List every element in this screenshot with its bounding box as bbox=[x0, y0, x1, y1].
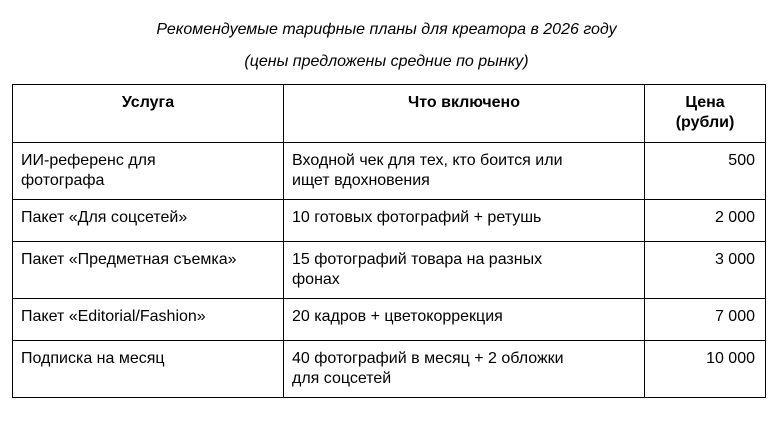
cell-service: Пакет «Для соцсетей» bbox=[13, 200, 284, 242]
table-row bbox=[13, 341, 766, 398]
cell-price: 3 000 bbox=[645, 242, 766, 299]
table-row bbox=[13, 299, 766, 341]
header-price bbox=[645, 85, 766, 143]
cell-included: 40 фотографий в месяц + 2 обложки для соцсетей bbox=[284, 341, 645, 398]
cell-service: Пакет «Предметная съемка» bbox=[13, 242, 284, 299]
cell-service: Пакет «Editorial/Fashion» bbox=[13, 299, 284, 341]
header-service: Услуга bbox=[13, 85, 284, 143]
pricing-table bbox=[12, 84, 766, 398]
header-included: Что включено bbox=[284, 85, 645, 143]
document-title: Рекомендуемые тарифные планы для креатора в 2026 году bbox=[156, 21, 617, 38]
cell-price: 500 bbox=[645, 143, 766, 200]
table-row bbox=[13, 242, 766, 299]
cell-price: 2 000 bbox=[645, 200, 766, 242]
table-row bbox=[13, 143, 766, 200]
table-row bbox=[13, 200, 766, 242]
cell-service: Подписка на месяц bbox=[13, 341, 284, 398]
header-price-label: Цена bbox=[685, 94, 725, 111]
table-header-row bbox=[13, 85, 766, 143]
cell-included: 10 готовых фотографий + ретушь bbox=[284, 200, 645, 242]
cell-price: 10 000 bbox=[645, 341, 766, 398]
cell-price: 7 000 bbox=[645, 299, 766, 341]
cell-included: 15 фотографий товара на разных фонах bbox=[284, 242, 645, 299]
cell-included: Входной чек для тех, кто боится или ищет вдохновения bbox=[284, 143, 645, 200]
cell-included: 20 кадров + цветокоррекция bbox=[284, 299, 645, 341]
document-subtitle: (цены предложены средние по рынку) bbox=[244, 53, 529, 70]
cell-service: ИИ-референс для фотографа bbox=[13, 143, 284, 200]
header-price-unit: (рубли) bbox=[675, 114, 735, 131]
